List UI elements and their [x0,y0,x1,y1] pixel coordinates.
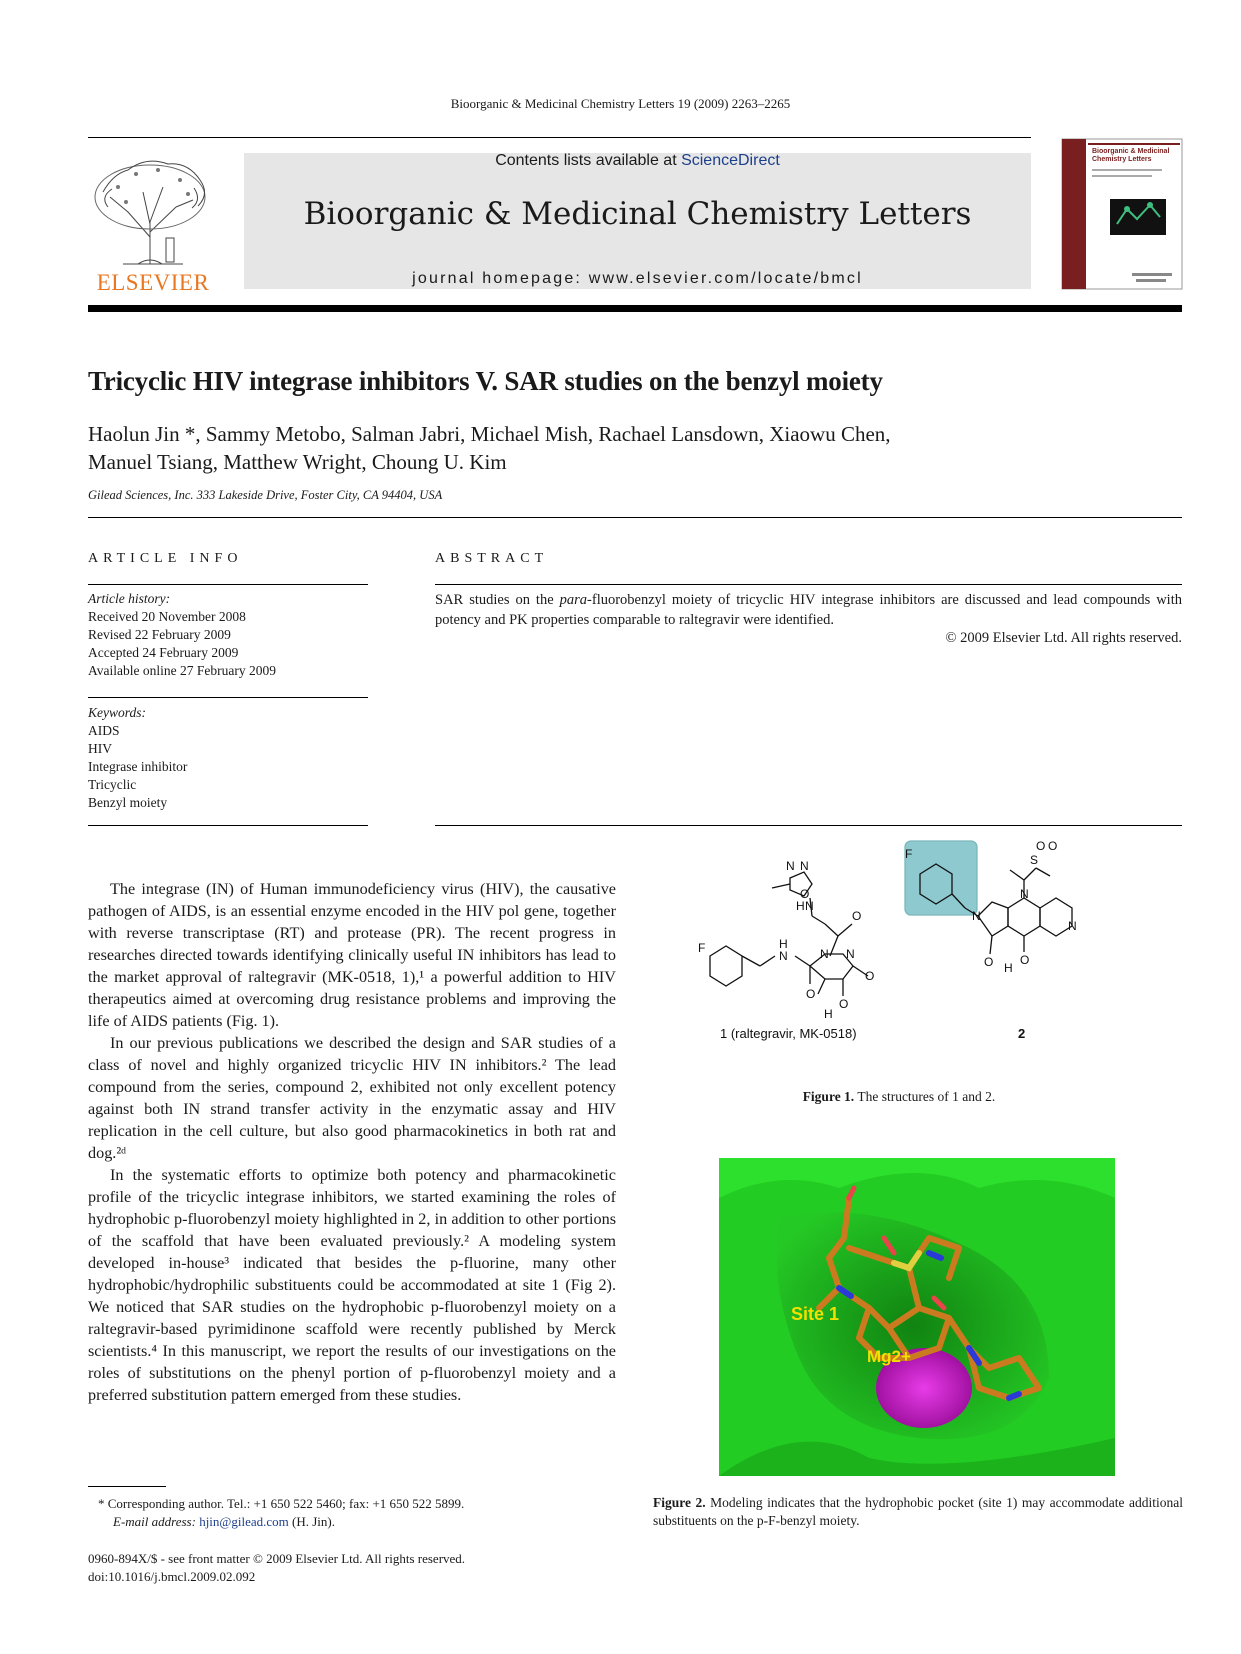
abstract-bottom-rule [435,825,1182,826]
publisher-name: ELSEVIER [96,270,210,295]
keyword-item: HIV [88,741,112,756]
email-link[interactable]: hjin@gilead.com [199,1514,289,1529]
history-item: Accepted 24 February 2009 [88,645,239,660]
article-history [88,590,276,680]
abstract-copyright: © 2009 Elsevier Ltd. All rights reserved. [945,630,1182,646]
authors-line-2: Manuel Tsiang, Matthew Wright, Choung U. Kim [88,450,507,474]
keyword-item: Benzyl moiety [88,795,168,810]
issn-line: 0960-894X/$ - see front matter © 2009 Elsevier Ltd. All rights reserved. [88,1551,466,1566]
svg-text:O: O [865,969,875,983]
svg-text:O: O [839,997,849,1011]
abstract-heading: ABSTRACT [435,551,549,566]
header-thick-rule [88,305,1182,312]
elsevier-logo [88,152,218,295]
email-line [88,1513,628,1531]
fluorophenyl-ring [710,946,742,986]
figure-2-caption-text: Modeling indicates that the hydrophobic pocket (site 1) may accommodate additional substituents on the p-F-benzyl moiety. [653,1495,1184,1528]
footnote-rule [88,1486,166,1487]
journal-homepage[interactable]: journal homepage: www.elsevier.com/locate/bmcl [412,270,863,287]
body-text [88,878,616,1406]
svg-text:H: H [824,1007,833,1021]
svg-text:N: N [1020,887,1029,901]
cover-title: Bioorganic & Medicinal Chemistry Letters [1092,148,1170,163]
keywords-rule [88,825,368,826]
article-info-rule [88,584,368,585]
figure-2-modeling-image [719,1158,1115,1476]
history-label: Article history: [88,591,171,606]
author-list [88,420,1188,476]
abstract-text [435,590,1182,630]
compound-2-label: 2 [1018,1026,1026,1041]
keyword-item: AIDS [88,723,120,738]
history-item: Received 20 November 2008 [88,609,246,624]
svg-text:O: O [1036,839,1046,853]
svg-text:O: O [800,887,810,901]
figure-2-caption [653,1494,1183,1530]
svg-text:F: F [698,941,706,955]
svg-text:N: N [1068,919,1077,933]
article-title: Tricyclic HIV integrase inhibitors V. SAR studies on the benzyl moiety [88,366,883,396]
figure-1-caption-text: The structures of 1 and 2. [857,1089,996,1104]
email-suffix: (H. Jin). [288,1514,335,1529]
svg-text:O: O [806,987,816,1001]
body-paragraph: The integrase (IN) of Human immunodeficiency virus (HIV), the causative pathogen of AIDS, is an essential enzyme encoded in the HIV pol gene, together with reverse transcriptase (RT) and protease (PR). The recent progress in researches directed towards identifying clinically useful IN inhibitors has lead to the market approval of raltegravir (MK-0518, 1),¹ a powerful addition to HIV therapeutics aimed at overcoming drug resistance problems and improving the life of AIDS patients (Fig. 1). [88,880,616,1030]
svg-text:N: N [805,899,814,913]
doi-line[interactable]: doi:10.1016/j.bmcl.2009.02.092 [88,1569,256,1584]
keywords [88,704,187,812]
corresponding-author: * Corresponding author. Tel.: +1 650 522 5460; fax: +1 650 522 5899. [98,1496,465,1511]
keywords-label: Keywords: [88,705,146,720]
keyword-item: Integrase inhibitor [88,759,188,774]
history-rule [88,697,368,698]
title-bottom-rule [88,517,1182,518]
mg-label: Mg2+ [867,1347,911,1366]
svg-text:O: O [1020,953,1030,967]
figure-2-caption-label: Figure 2. [653,1495,706,1510]
affiliation: Gilead Sciences, Inc. 333 Lakeside Drive, Foster City, CA 94404, USA [88,488,443,502]
svg-text:N: N [972,909,981,923]
figure-1-caption [615,1089,1183,1105]
abstract-text-part: SAR studies on the [435,592,560,608]
svg-text:N: N [779,949,788,963]
svg-text:O: O [984,955,994,969]
sciencedirect-link[interactable]: ScienceDirect [681,152,780,169]
contents-prefix: Contents lists available at [495,152,682,169]
authors-line-1: Haolun Jin *, Sammy Metobo, Salman Jabri, Michael Mish, Rachael Lansdown, Xiaowu Chen, [88,422,891,446]
site-1-label: Site 1 [791,1304,840,1324]
svg-text:O: O [1048,839,1058,853]
header-top-rule [88,137,1031,138]
svg-text:H: H [796,899,805,913]
svg-text:H: H [1004,961,1013,975]
svg-text:O: O [852,909,862,923]
history-item: Revised 22 February 2009 [88,627,231,642]
copyright-block [88,1550,465,1586]
svg-text:S: S [1030,853,1039,867]
svg-text:N: N [820,947,829,961]
figure-1-caption-label: Figure 1. [802,1089,855,1104]
svg-text:N: N [800,859,809,873]
figure-1 [698,839,1120,1082]
abstract-text-part: -fluorobenzyl moiety of tricyclic HIV integrase inhibitors are discussed and lead compounds with potency and PK properties comparable to raltegravir were identified. [435,592,1182,628]
svg-text:N: N [846,947,855,961]
svg-text:F: F [905,847,913,861]
article-info-heading: ARTICLE INFO [88,551,243,566]
email-label: E-mail address: [113,1514,200,1529]
body-paragraph: In our previous publications we described the design and SAR studies of a class of novel and highly organized tricyclic HIV IN inhibitors.² The lead compound from the series, compound 2, exhibited not only excellent potency against both IN strand transfer activity in the enzymatic assay and HIV replication in the cell culture, but also good pharmacokinetics in both rat and dog.²ᵈ [88,1034,616,1162]
chemical-structures [698,839,1120,1082]
abstract-rule [435,584,1182,585]
history-item: Available online 27 February 2009 [88,663,276,678]
journal-cover-thumbnail [1062,139,1182,289]
journal-citation: Bioorganic & Medicinal Chemistry Letters 19 (2009) 2263–2265 [450,96,791,111]
footnote [88,1495,628,1531]
svg-text:N: N [786,859,795,873]
journal-name: Bioorganic & Medicinal Chemistry Letters [303,196,972,232]
keyword-item: Tricyclic [88,777,137,792]
abstract-italic: para [559,592,588,608]
contents-line [244,152,1031,170]
compound-1-label: 1 (raltegravir, MK-0518) [720,1026,857,1041]
body-paragraph: In the systematic efforts to optimize both potency and pharmacokinetic profile of the tricyclic integrase inhibitors, we started examining the roles of hydrophobic p-fluorobenzyl moiety highlighted in 2, in addition to other portions of the scaffold that have been evaluated previously.² A modeling system developed in-house³ indicated that besides the p-fluorine, many other hydrophobic/hydrophilic substituents could be accommodated at site 1 (Fig 2). We noticed that SAR studies on the hydrophobic p-fluorobenzyl moiety on a raltegravir-based pyrimidinone scaffold were recently published by Merck scientists.⁴ In this manuscript, we report the results of our investigations on the roles of substitutions on the phenyl portion of p-fluorobenzyl moiety and a preferred substitution pattern emerged from these studies. [88,1166,616,1404]
svg-text:H: H [779,937,788,951]
